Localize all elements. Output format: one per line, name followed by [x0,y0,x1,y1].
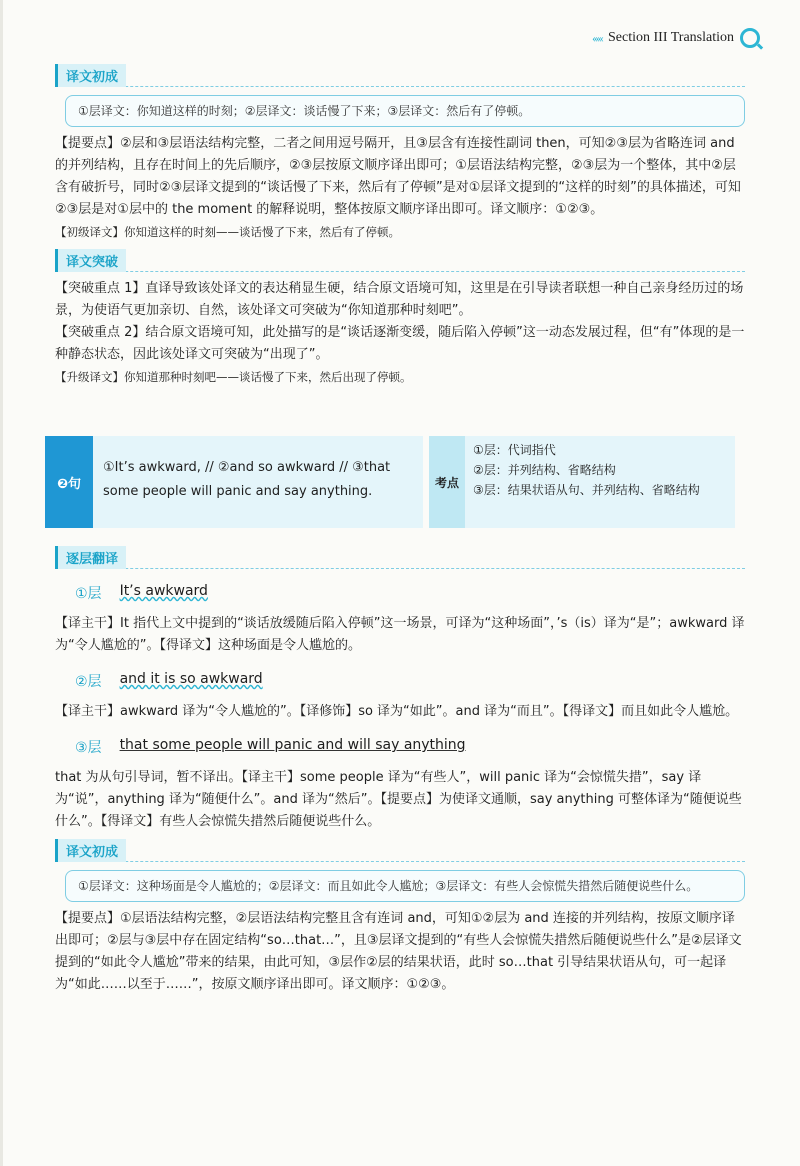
key-points-2: 【提要点】①层语法结构完整，②层语法结构完整且含有连词 and，可知①②层为 and 连接的并列结构，按原文顺序译出即可；②层与③层中存在固定结构“so…that…”，且③层译文提到的“有些人会惊慌失措然后随便说些什么”是②层译文提到的“如此令人尴尬”带来的结果，由此可知，③层作②层的结果状语，此时 so…that 引导结果状语从句，可一起译为“如此……以至于……”，按原文顺序译出即可。译文顺序：①②③。 [55,911,742,992]
sentence-text: ①It’s awkward, // ②and so awkward // ③that some people will panic and say anything. [93,436,423,528]
layer-2-explain: 【译主干】awkward 译为“令人尴尬的”。【译修饰】so 译为“如此”。and 译为“而且”。【得译文】而且如此令人尴尬。 [55,704,739,719]
search-icon [740,28,760,48]
sentence-badge: ❷句 [45,436,93,528]
layer-2-text: and it is so awkward [119,671,263,687]
key-points: 【提要点】②层和③层语法结构完整，二者之间用逗号隔开，且③层含有连接性副词 then，可知②③层为省略连词 and 的并列结构，且存在时间上的先后顺序，②③层按原文顺序译出即可；①层语法结构完整，②③层为一个整体，其中②层含有破折号，同时②③层译文提到的“谈话慢了下来，然后有了停顿”是对①层译文提到的“这样的时刻”的具体描述，可知②③层是对①层中的 the moment 的解释说明，整体按原文顺序译出即可。译文顺序：①②③。 [55,136,741,217]
divider [55,568,745,569]
initial-box-2: ①层译文：这种场面是令人尴尬的；②层译文：而且如此令人尴尬；③层译文：有些人会惊慌失措然后随便说些什么。 [65,870,745,902]
kaodian-label: 考点 [429,436,465,528]
layer-3-num: ③层 [75,740,102,756]
tag-initial-2: 译文初成 [55,839,126,862]
sentence-block [55,436,745,528]
section-translation-2 [55,546,745,996]
initial-box: ①层译文：你知道这样的时刻；②层译文：谈话慢了下来；③层译文：然后有了停顿。 [65,95,745,127]
header-title: Section III Translation [608,30,734,45]
page-edge [0,0,3,1166]
upgraded-translation: 【升级译文】你知道那种时刻吧——谈话慢了下来，然后出现了停顿。 [55,370,412,384]
tag-layer: 逐层翻译 [55,546,126,569]
tag-breakthrough: 译文突破 [55,249,126,272]
divider [55,861,745,862]
exam-points [465,436,735,528]
point-3: ③层：结果状语从句、并列结构、省略结构 [473,483,700,497]
layer-2-num: ②层 [75,674,102,690]
layer-1-explain: 【译主干】It 指代上文中提到的“谈话放缓随后陷入停顿”这一场景，可译为“这种场面”，’s（is）译为“是”；awkward 译为“令人尴尬的”。【得译文】这种场面是令人尴尬的。 [55,616,745,653]
divider [55,86,745,87]
tag-initial: 译文初成 [55,64,126,87]
layer-3-text: that some people will panic and will say anything [119,737,466,753]
layer-1 [75,583,745,603]
layer-3 [75,737,745,757]
layer-1-text: It’s awkward [119,583,208,599]
divider [55,271,745,272]
breakthrough-2: 【突破重点 2】结合原文语境可知，此处描写的是“谈话逐渐变缓，随后陷入停顿”这一动态发展过程，但“有”体现的是一种静态状态，因此该处译文可突破为“出现了”。 [55,325,745,362]
breakthrough-1: 【突破重点 1】直译导致该处译文的表达稍显生硬，结合原文语境可知，这里是在引导读者联想一种自己亲身经历过的场景，为使语气更加亲切、自然，该处译文可突破为“你知道那种时刻吧”。 [55,281,744,318]
point-2: ②层：并列结构、省略结构 [473,463,616,477]
basic-translation: 【初级译文】你知道这样的时刻——谈话慢了下来，然后有了停顿。 [55,225,400,239]
layer-1-num: ①层 [75,586,102,602]
point-1: ①层：代词指代 [473,443,556,457]
layer-3-explain: that 为从句引导词，暂不译出。【译主干】some people 译为“有些人”，will panic 译为“会惊慌失措”，say 译为“说”，anything 译为“随便什么”。and 译为“然后”。【提要点】为使译文通顺，say anything 可整体译为“随便说些什么”。【得译文】有些人会惊慌失措然后随便说些什么。 [55,770,742,829]
layer-2 [75,671,745,691]
running-header [592,28,760,48]
arrows-icon: ‹‹‹‹‹ [592,30,602,45]
section-translation-1 [55,64,745,388]
